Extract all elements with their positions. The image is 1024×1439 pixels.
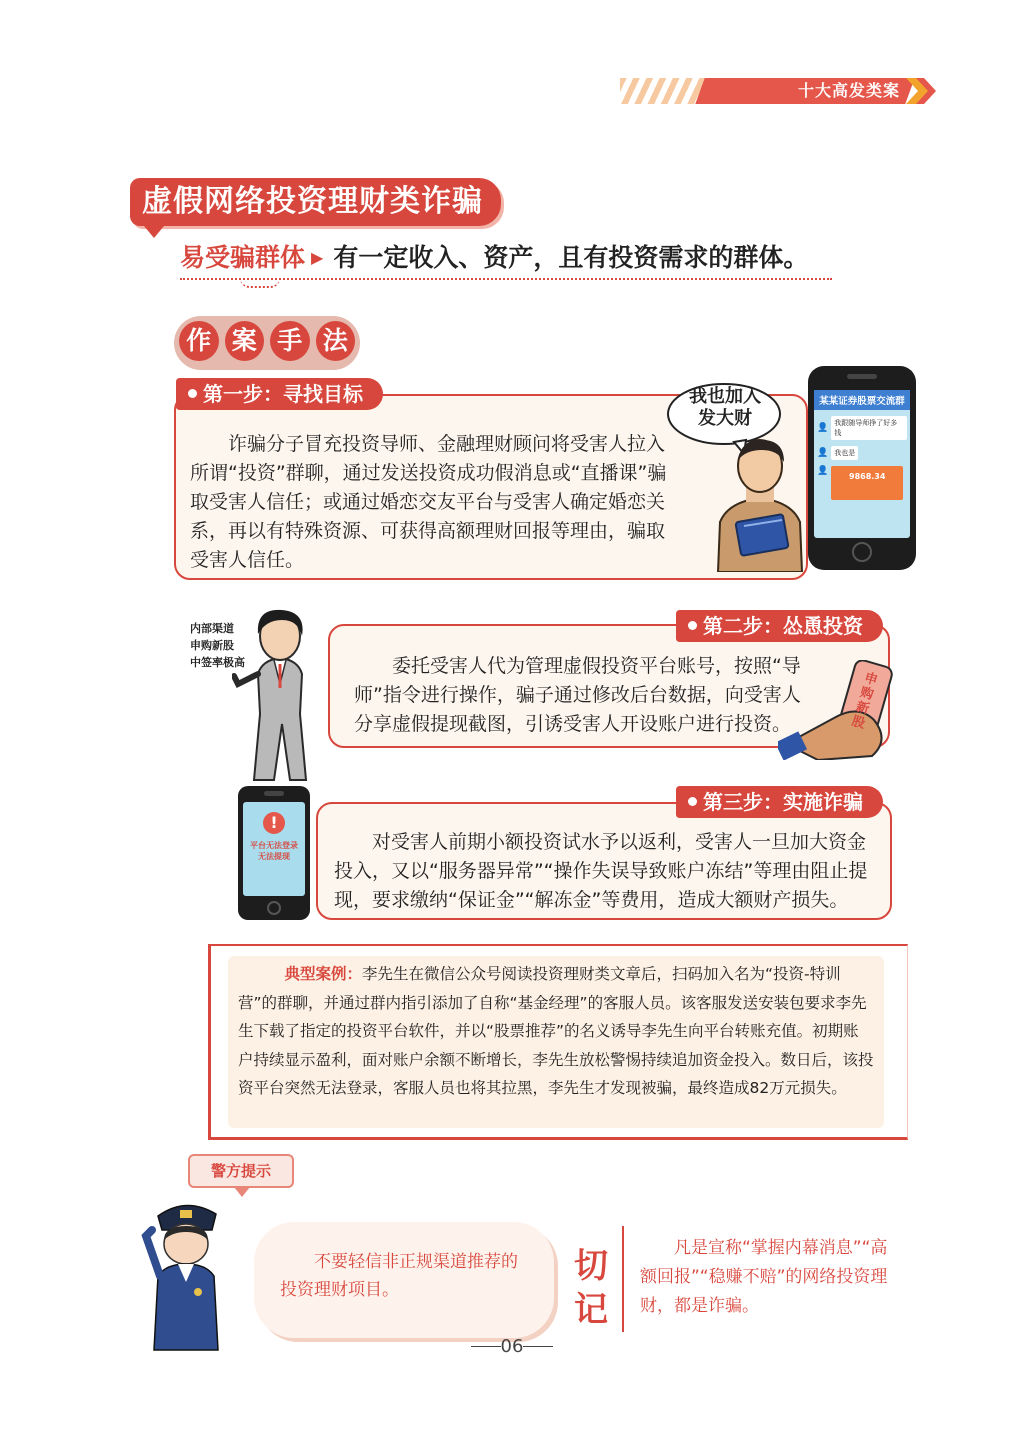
user-icon: 👤: [817, 466, 829, 476]
chat-message: [817, 466, 907, 500]
dotted-divider-bump: [240, 278, 280, 288]
phone-screen: [243, 802, 305, 896]
alert-line: 无法提现: [258, 852, 290, 861]
step3-label-text: 第三步：实施诈骗: [703, 790, 863, 814]
tip-warning: 凡是宣称“掌握内幕消息”“高额回报”“稳赚不赔”的网络投资理财，都是诈骗。: [640, 1238, 888, 1316]
step2-text: 委托受害人代为管理虚假投资平台账号，按照“导师”指令进行操作，骗子通过修改后台数据，向受害人分享虚假提现截图，引诱受害人开设账户进行投资。: [354, 655, 801, 735]
phone-alert: [238, 786, 310, 920]
man-holding-book-illustration: [708, 432, 812, 572]
page-number: [0, 1336, 1024, 1357]
step3-label: [676, 786, 883, 818]
profit-screenshot: [831, 466, 903, 500]
target-group-value: 有一定收入、资产，且有投资需求的群体。: [333, 243, 809, 272]
phone-screen: [814, 390, 910, 538]
page-number-line: [523, 1346, 553, 1347]
phone-home-button: [267, 901, 281, 915]
bullet-dot-icon: [688, 797, 697, 806]
group-name: 某某证券股票交流群: [814, 390, 910, 410]
methods-char: 作: [179, 321, 219, 361]
target-group-label: 易受骗群体: [180, 243, 306, 272]
methods-char: 法: [316, 321, 356, 361]
case-box: [228, 956, 884, 1128]
side-text-line: 内部渠道: [190, 622, 234, 635]
remember-char: 切: [574, 1246, 608, 1286]
alert-line: 平台无法登录: [250, 841, 298, 850]
police-tip-tag: 警方提示: [188, 1154, 294, 1188]
tip-divider: [622, 1226, 624, 1332]
phone-camera: [264, 791, 284, 796]
chat-message-text: 我也是: [831, 446, 858, 460]
chevron-right-icon: [906, 76, 936, 106]
step1-text: 诈骗分子冒充投资导师、金融理财顾问将受害人拉入所谓“投资”群聊，通过发送投资成功假消息或“直播课”骗取受害人信任；或通过婚恋交友平台与受害人确定婚恋关系，再以有特殊资源、可获得高额理财回报等理由，骗取受害人信任。: [190, 433, 667, 571]
case-label: 典型案例：: [284, 965, 363, 983]
step2-label-text: 第二步：怂恿投资: [703, 614, 863, 638]
section-title: 虚假网络投资理财类诈骗: [130, 178, 501, 226]
page-number-line: [471, 1346, 501, 1347]
chat-message-text: 我跟随导师挣了好多钱: [831, 416, 907, 440]
methods-char: 案: [225, 321, 265, 361]
side-text-line: 中签率极高: [190, 656, 245, 669]
phone-camera: [847, 374, 877, 379]
hand-holding-phone-illustration: [778, 660, 924, 760]
phone-group-chat: [808, 366, 916, 570]
profit-amount: 9868.34: [849, 472, 886, 481]
chapter-tag: 十大高发类案: [797, 81, 900, 100]
scammer-in-suit-illustration: [232, 604, 324, 784]
page-number-text: 06: [500, 1336, 524, 1357]
bullet-dot-icon: [688, 621, 697, 630]
remember-mark: [568, 1244, 614, 1332]
phone-home-button: [852, 542, 872, 562]
step1-label-text: 第一步：寻找目标: [203, 382, 363, 406]
remember-char: 记: [574, 1290, 608, 1330]
target-group-line: [180, 238, 832, 274]
tip-bubble: 不要轻信非正规渠道推荐的投资理财项目。: [254, 1222, 554, 1338]
step1-speech: 我也加入发大财: [689, 386, 761, 429]
bullet-dot-icon: [188, 389, 197, 398]
step1-label: [176, 378, 383, 410]
case-text: 李先生在微信公众号阅读投资理财类文章后，扫码加入名为“投资-特训营”的群聊，并通过群内指引添加了自称“基金经理”的客服人员。该客服发送安装包要求李先生下载了指定的投资平台软件，并以“股票推荐”的名义诱导李先生向平台转账充值。初期账户持续显示盈利，面对账户余额不断增长，李先生放松警惕持续追加资金投入。数日后，该投资平台突然无法登录，客服人员也将其拉黑，李先生才发现被骗，最终造成82万元损失。: [238, 965, 874, 1097]
triangle-right-icon: ▶: [311, 248, 324, 267]
user-icon: 👤: [817, 448, 829, 458]
step3-card: [316, 802, 892, 920]
user-icon: 👤: [817, 423, 829, 433]
police-officer-illustration: [140, 1196, 232, 1358]
alert-icon: !: [263, 812, 285, 834]
step2-phone-text: 申购新股: [850, 670, 880, 732]
side-text-line: 申购新股: [190, 639, 234, 652]
methods-heading: [174, 316, 360, 370]
methods-char: 手: [270, 321, 310, 361]
chat-message: [817, 446, 907, 460]
chat-message: [817, 416, 907, 440]
step2-label: [676, 610, 883, 642]
chapter-banner: [620, 76, 940, 106]
step3-text: 对受害人前期小额投资试水予以返利，受害人一旦加大资金投入，又以“服务器异常”“操作失误导致账户冻结”等理由阻止提现，要求缴纳“保证金”“解冻金”等费用，造成大额财产损失。: [334, 831, 868, 911]
